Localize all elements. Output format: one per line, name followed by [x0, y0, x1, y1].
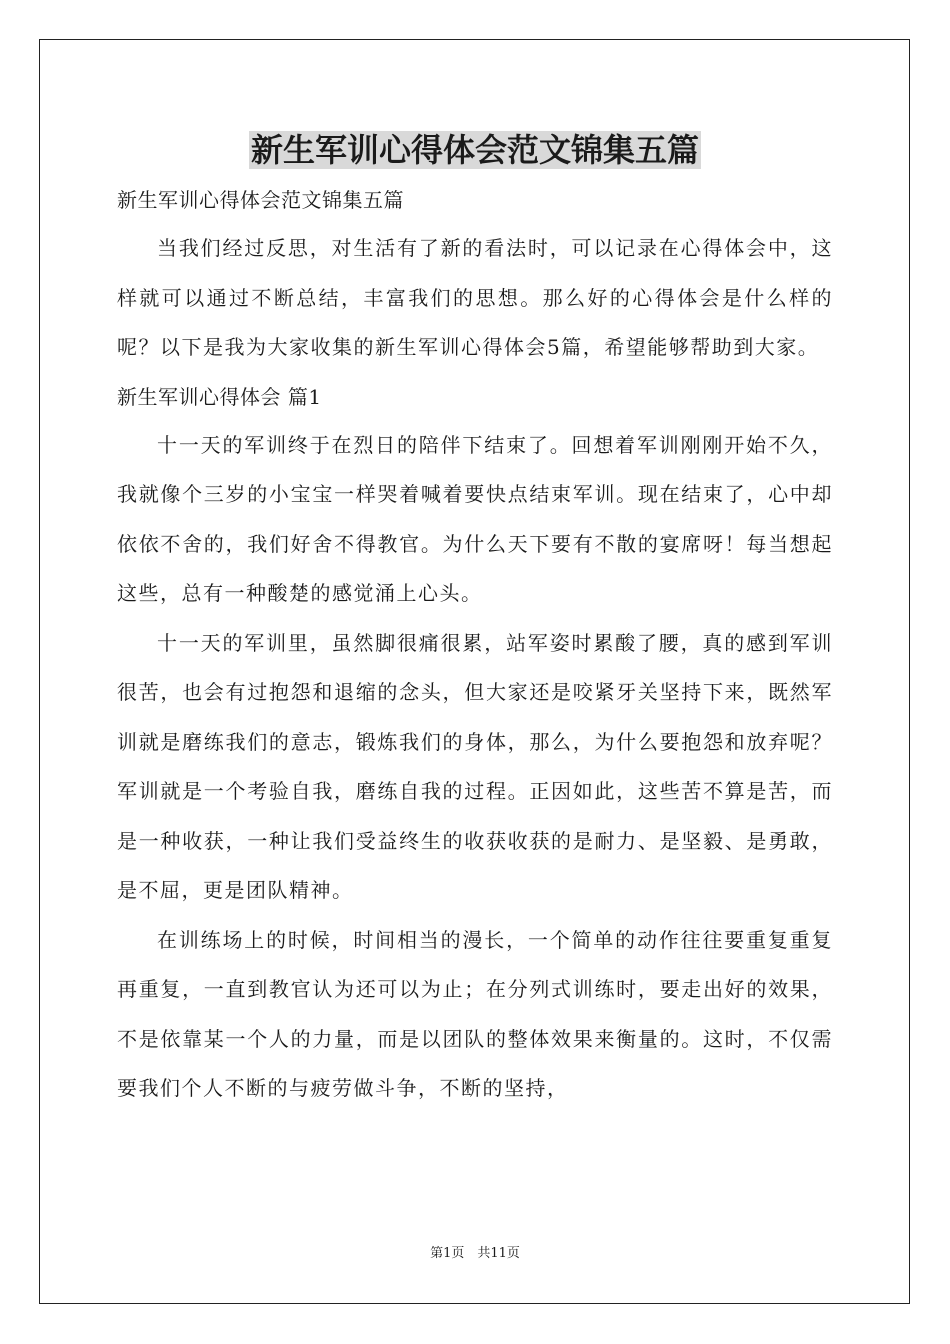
section-heading: 新生军训心得体会 篇1: [117, 384, 322, 409]
intro-paragraph: 当我们经过反思，对生活有了新的看法时，可以记录在心得体会中，这样就可以通过不断总结，丰富我们的思想。那么好的心得体会是什么样的呢？以下是我为大家收集的新生军训心得体会5篇，希望能够帮助到大家。: [117, 236, 833, 359]
body-paragraph: 十一天的军训终于在烈日的陪伴下结束了。回想着军训刚刚开始不久，我就像个三岁的小宝宝一样哭着喊着要快点结束军训。现在结束了，心中却依依不舍的，我们好舍不得教官。为什么天下要有不散的宴席呀！每当想起这些，总有一种酸楚的感觉涌上心头。: [117, 432, 833, 605]
body-paragraph: 十一天的军训里，虽然脚很痛很累，站军姿时累酸了腰，真的感到军训很苦，也会有过抱怨和退缩的念头，但大家还是咬紧牙关坚持下来，既然军训就是磨练我们的意志，锻炼我们的身体，那么，为什么要抱怨和放弃呢？军训就是一个考验自我，磨练自我的过程。正因如此，这些苦不算是苦，而是一种收获，一种让我们受益终生的收获收获的是耐力、是坚毅、是勇敢，是不屈，更是团队精神。: [117, 630, 833, 902]
body-paragraph: 在训练场上的时候，时间相当的漫长，一个简单的动作往往要重复重复再重复，一直到教官认为还可以为止；在分列式训练时，要走出好的效果，不是依靠某一个人的力量，而是以团队的整体效果来衡量的。这时，不仅需要我们个人不断的与疲劳做斗争，不断的坚持，: [117, 927, 833, 1100]
document-title-text: 新生军训心得体会范文锦集五篇: [250, 131, 699, 169]
page-number-footer: 第1页 共11页: [430, 1246, 520, 1261]
document-subtitle: 新生军训心得体会范文锦集五篇: [117, 188, 404, 212]
document-body: [117, 176, 833, 1114]
document-title: [0, 128, 950, 172]
